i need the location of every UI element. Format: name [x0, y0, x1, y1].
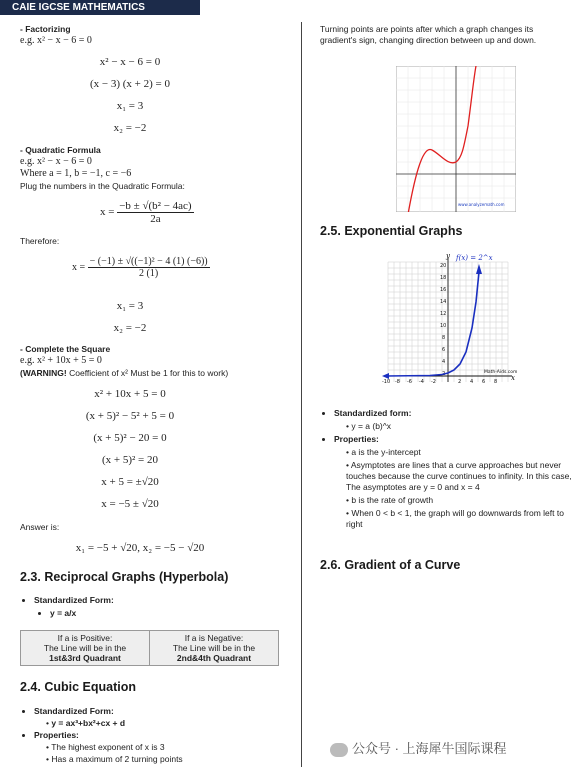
svg-text:-6: -6 [407, 379, 412, 385]
factorizing-step-1: x² − x − 6 = 0 [99, 56, 161, 68]
answer-label: Answer is: [20, 522, 60, 532]
quadratic-plug-text: Plug the numbers in the Quadratic Formula: [20, 181, 185, 191]
cubic-std-form: • y = ax³+bx²+cx + d [46, 718, 126, 728]
formula-denominator: 2a [150, 213, 161, 225]
svg-text:x: x [511, 374, 515, 382]
quadratic-x2: x₂ = −2 [113, 322, 147, 334]
factorizing-step-2: (x − 3) (x + 2) = 0 [89, 78, 170, 90]
negative-cell: If a is Negative: The Line will be in the 2nd&4th Quadrant [150, 631, 279, 666]
wechat-icon [330, 743, 348, 757]
column-divider [301, 22, 302, 767]
therefore-label: Therefore: [20, 236, 60, 246]
reciprocal-list [20, 595, 294, 607]
svg-text:4: 4 [470, 379, 474, 385]
factorizing-example: e.g. x² − x − 6 = 0 [20, 35, 92, 46]
cubic-std-label: • Standardized Form: [34, 706, 294, 716]
cubic-prop-1: • The highest exponent of x is 3 [46, 742, 165, 752]
svg-text:4: 4 [442, 359, 446, 365]
complete-square-warning: (WARNING! Coefficient of x² Must be 1 for this to work) [20, 368, 229, 378]
cs-step-3: (x + 5)² − 20 = 0 [93, 432, 167, 444]
factorizing-step-4: x₂ = −2 [113, 122, 147, 134]
quadratic-x1: x₁ = 3 [116, 300, 144, 312]
complete-square-example: e.g. x² + 10x + 5 = 0 [20, 355, 102, 366]
factorizing-step-3: x₁ = 3 [116, 100, 144, 112]
svg-text:14: 14 [440, 299, 447, 305]
quadratic-formula [100, 200, 194, 225]
complete-square-heading: - Complete the Square [20, 344, 111, 354]
svg-text:-2: -2 [431, 379, 436, 385]
cubic-heading: 2.4. Cubic Equation [20, 680, 136, 694]
svg-text:18: 18 [440, 275, 447, 281]
cs-step-1: x² + 10x + 5 = 0 [94, 388, 166, 400]
svg-text:8: 8 [494, 379, 498, 385]
exp-function-label: f(x) = 2^x [456, 254, 493, 262]
quadratic-coefficients: Where a = 1, b = −1, c = −6 [20, 168, 132, 179]
substituted-formula [72, 256, 210, 279]
reciprocal-heading: 2.3. Reciprocal Graphs (Hyperbola) [20, 570, 229, 584]
page-banner: CAIE IGCSE MATHEMATICS [0, 0, 200, 15]
svg-text:2: 2 [442, 371, 446, 377]
quadratic-heading: - Quadratic Formula [20, 145, 101, 155]
cs-step-2: (x + 5)² − 5² + 5 = 0 [85, 410, 175, 422]
reciprocal-std-label: • Standardized Form: [34, 595, 294, 605]
exp-credit: Math-Aids.com [484, 370, 518, 375]
formula-numerator: −b ± √(b² − 4ac) [119, 200, 192, 212]
cubic-props-label: • Properties: [34, 730, 294, 740]
reciprocal-sublist [36, 608, 76, 620]
reciprocal-std-form: • y = a/x [50, 608, 76, 618]
quadratic-example: e.g. x² − x − 6 = 0 [20, 156, 92, 167]
turning-points-text: Turning points are points after which a graph changes its gradient's sign, changing direction between up and down. [320, 24, 537, 45]
exp-prop-1: • a is the y-intercept [346, 447, 421, 457]
sub-lhs: x = [72, 261, 86, 273]
svg-text:-10: -10 [382, 379, 391, 385]
svg-text:-8: -8 [395, 379, 400, 385]
exp-props-label: • Properties: [334, 434, 574, 445]
exponential-graph [380, 252, 520, 392]
svg-text:2: 2 [458, 379, 462, 385]
svg-text:10: 10 [440, 323, 447, 329]
svg-text:y: y [446, 252, 450, 260]
cubic-credit: www.analyzemath.com [458, 202, 505, 207]
exp-properties [320, 408, 574, 532]
exp-prop-4: • When 0 < b < 1, the graph will go downwards from left to right [346, 508, 564, 529]
cs-step-6: x = −5 ± √20 [101, 498, 159, 510]
exp-std-label: • Standardized form: [334, 408, 574, 419]
svg-text:6: 6 [482, 379, 486, 385]
exp-heading: 2.5. Exponential Graphs [320, 224, 463, 238]
watermark: 公众号 · 上海犀牛国际课程 [330, 738, 507, 757]
exp-std-form: • y = a (b)^x [346, 421, 391, 431]
reciprocal-table [20, 630, 279, 666]
svg-text:6: 6 [442, 347, 446, 353]
svg-text:-4: -4 [419, 379, 424, 385]
cubic-list [20, 706, 294, 766]
cubic-graph [396, 66, 516, 212]
answer-value: x₁ = −5 + √20, x₂ = −5 − √20 [75, 542, 205, 554]
svg-text:20: 20 [440, 263, 447, 269]
sub-numerator: − (−1) ± √((−1)² − 4 (1) (−6)) [89, 256, 208, 267]
svg-text:8: 8 [442, 335, 446, 341]
svg-text:12: 12 [440, 311, 447, 317]
sub-denominator: 2 (1) [139, 268, 159, 279]
gradient-heading: 2.6. Gradient of a Curve [320, 558, 461, 572]
positive-cell: If a is Positive: The Line will be in the 1st&3rd Quadrant [21, 631, 150, 666]
cs-step-5: x + 5 = ±√20 [101, 476, 159, 488]
cs-step-4: (x + 5)² = 20 [101, 454, 159, 466]
cubic-prop-2: • Has a maximum of 2 turning points [46, 754, 183, 764]
formula-lhs: x = [100, 206, 115, 219]
svg-text:16: 16 [440, 287, 447, 293]
factorizing-heading: - Factorizing [20, 24, 71, 34]
exp-prop-3: • b is the rate of growth [346, 495, 434, 505]
exp-prop-2: • Asymptotes are lines that a curve approaches but never touches because the curve continues to infinity. In this case, The asymptotes are y = 0 and x = 4 [346, 460, 572, 492]
